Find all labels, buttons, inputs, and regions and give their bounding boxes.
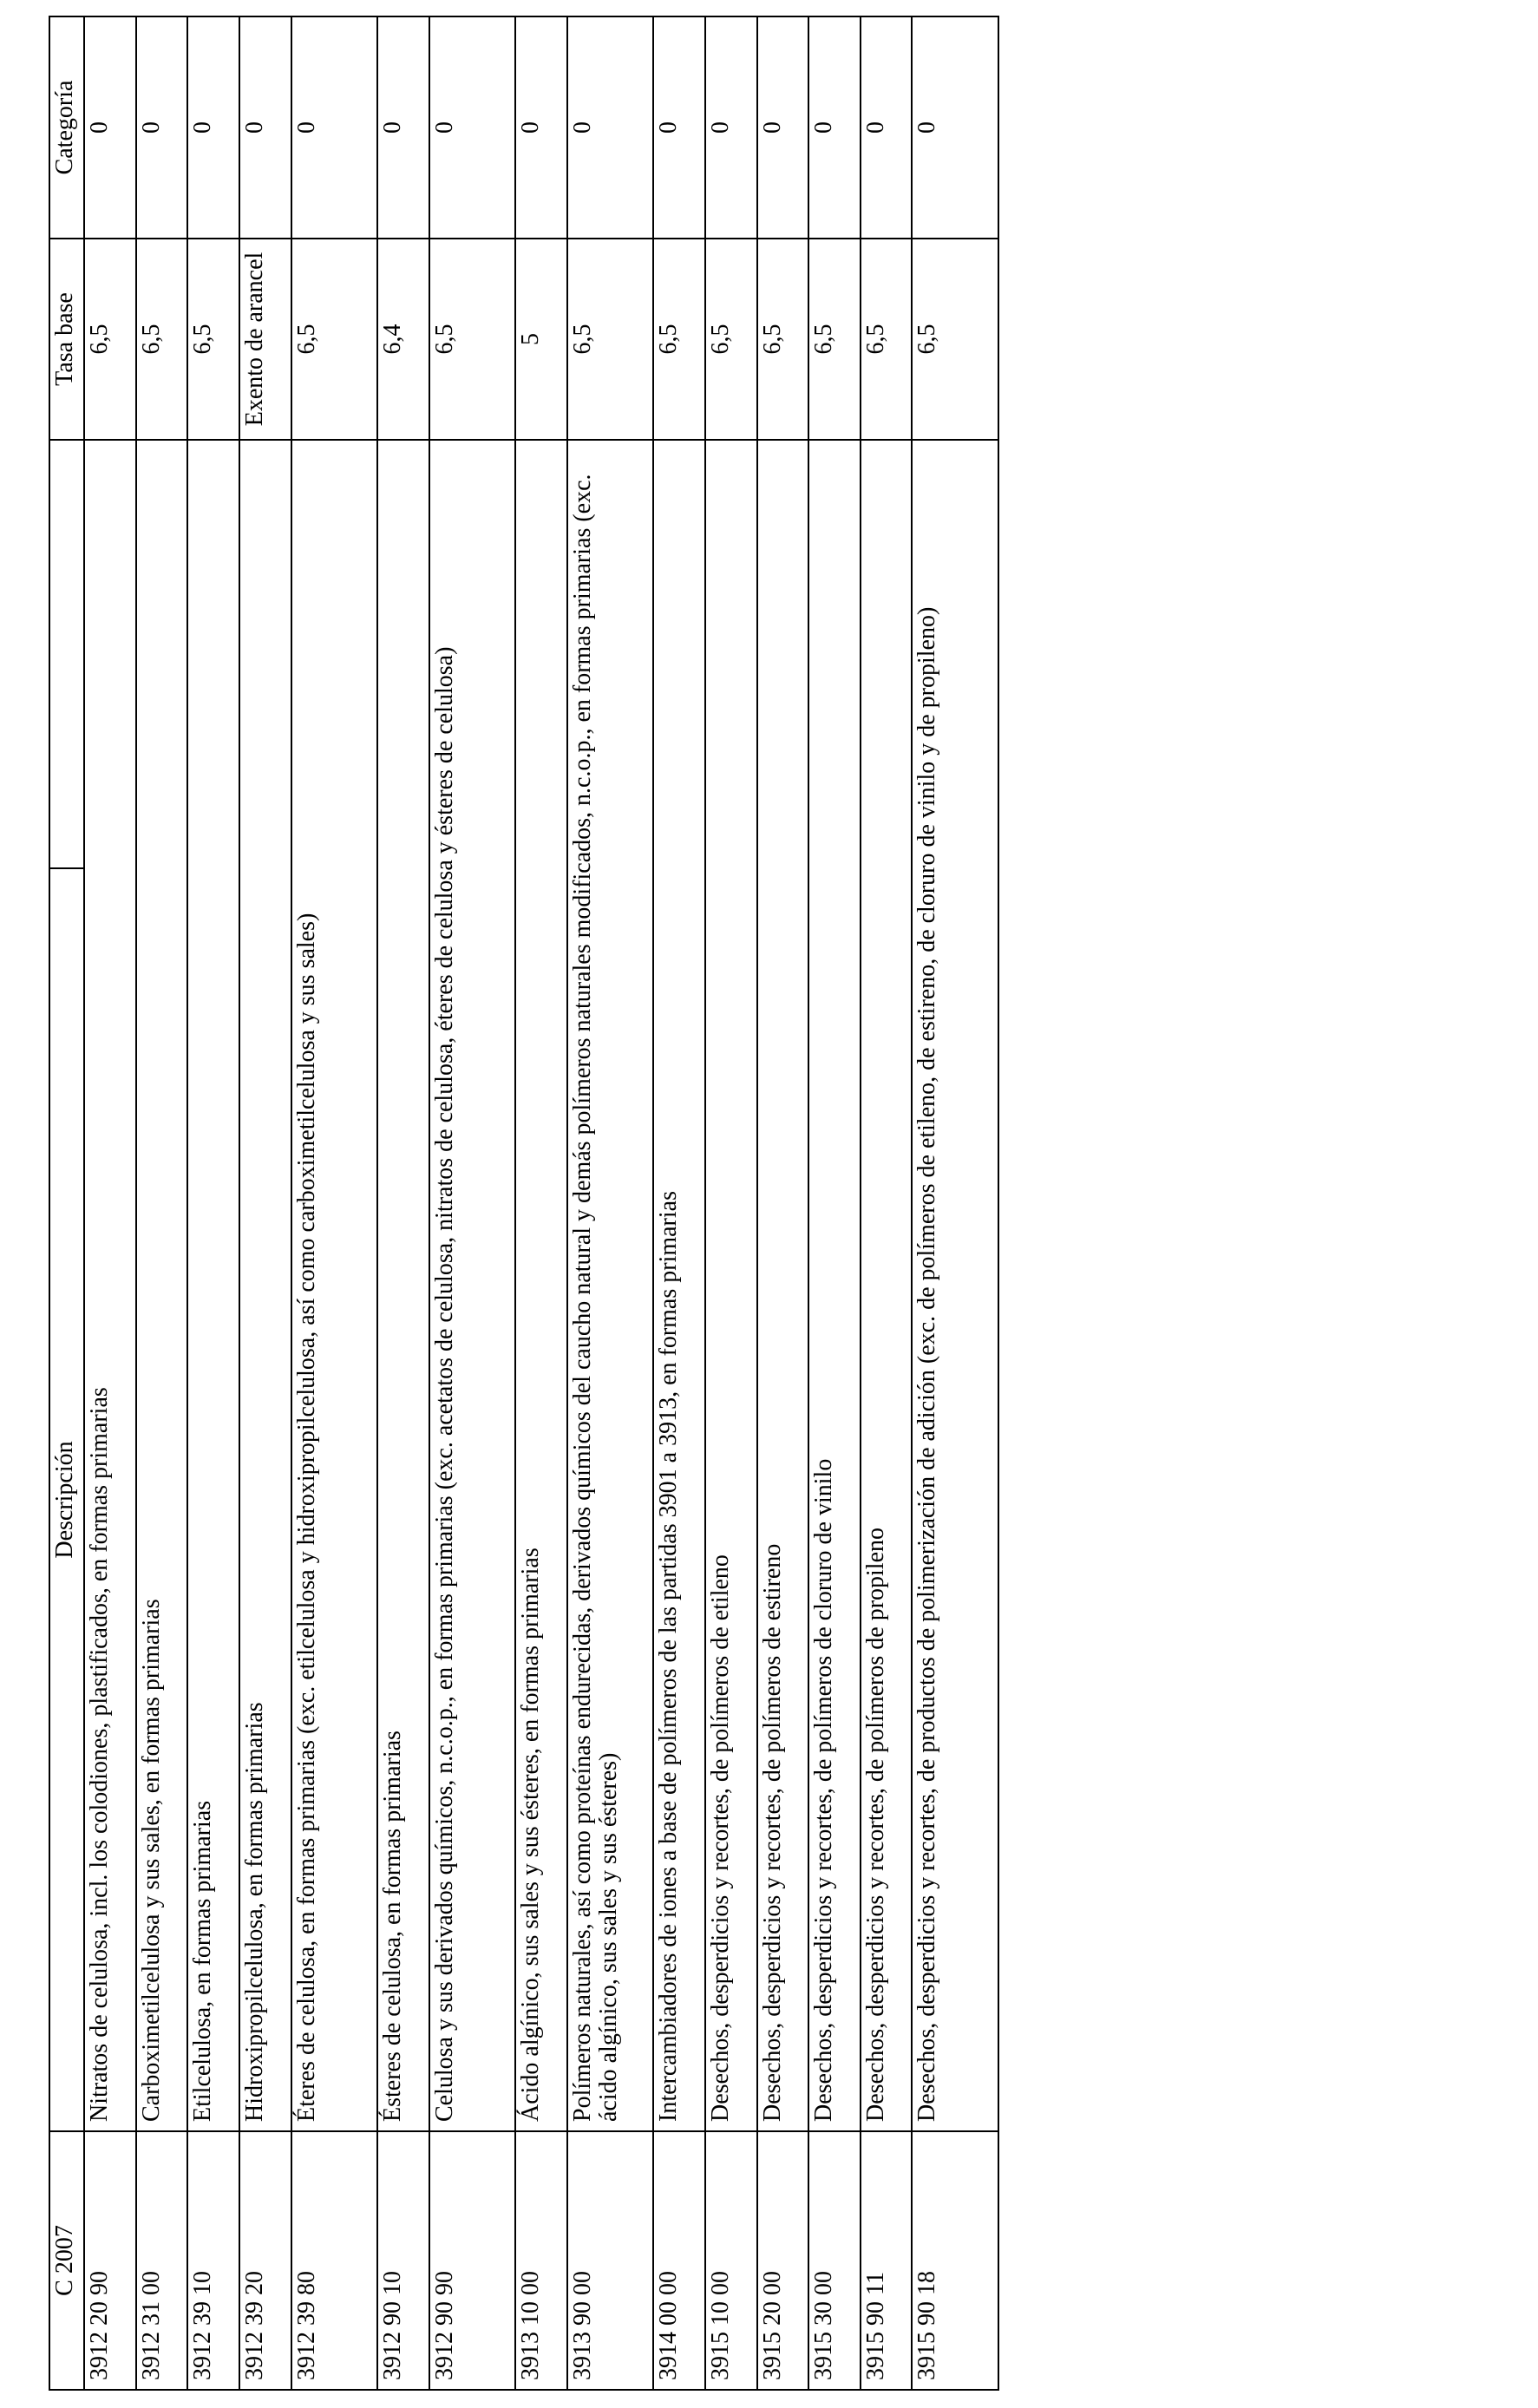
cell-description: Celulosa y sus derivados químicos, n.c.o.p., en formas primarias (exc. acetatos de celulosa, nitratos de celulosa, éteres de celulosa y ésteres de celulosa) bbox=[429, 440, 515, 2131]
cell-category: 0 bbox=[653, 16, 705, 239]
table-row bbox=[84, 16, 136, 2390]
cell-category: 0 bbox=[515, 16, 567, 239]
cell-code: 3912 90 90 bbox=[429, 2131, 515, 2390]
header-blank bbox=[49, 440, 84, 868]
cell-category: 0 bbox=[567, 16, 653, 239]
cell-category: 0 bbox=[291, 16, 377, 239]
cell-category: 0 bbox=[239, 16, 291, 239]
cell-description: Desechos, desperdicios y recortes, de polímeros de cloruro de vinilo bbox=[808, 440, 861, 2131]
table-row bbox=[653, 16, 705, 2390]
cell-code: 3912 39 10 bbox=[187, 2131, 239, 2390]
cell-base-rate: Exento de arancel bbox=[239, 239, 291, 440]
cell-base-rate: 6,5 bbox=[757, 239, 809, 440]
cell-code: 3913 10 00 bbox=[515, 2131, 567, 2390]
table-row bbox=[808, 16, 861, 2390]
header-category: Categoría bbox=[49, 16, 84, 239]
cell-category: 0 bbox=[861, 16, 913, 239]
cell-code: 3915 90 11 bbox=[861, 2131, 913, 2390]
table-row bbox=[377, 16, 429, 2390]
cell-category: 0 bbox=[187, 16, 239, 239]
table-header-row bbox=[49, 16, 84, 2390]
cell-category: 0 bbox=[377, 16, 429, 239]
cell-category: 0 bbox=[808, 16, 861, 239]
cell-base-rate: 6,5 bbox=[429, 239, 515, 440]
cell-base-rate: 6,5 bbox=[912, 239, 998, 440]
table-row bbox=[912, 16, 998, 2390]
cell-base-rate: 6,4 bbox=[377, 239, 429, 440]
table-row bbox=[239, 16, 291, 2390]
cell-description: Desechos, desperdicios y recortes, de productos de polimerización de adición (exc. de polímeros de etileno, de estireno, de cloruro de vinilo y de propileno) bbox=[912, 440, 998, 2131]
cell-description: Carboximetilcelulosa y sus sales, en formas primarias bbox=[136, 440, 188, 2131]
cell-base-rate: 6,5 bbox=[187, 239, 239, 440]
table-row bbox=[705, 16, 757, 2390]
cell-code: 3915 90 18 bbox=[912, 2131, 998, 2390]
cell-category: 0 bbox=[84, 16, 136, 239]
cell-base-rate: 6,5 bbox=[84, 239, 136, 440]
cell-category: 0 bbox=[757, 16, 809, 239]
cell-description: Desechos, desperdicios y recortes, de polímeros de propileno bbox=[861, 440, 913, 2131]
cell-base-rate: 6,5 bbox=[136, 239, 188, 440]
cell-category: 0 bbox=[136, 16, 188, 239]
cell-description: Etilcelulosa, en formas primarias bbox=[187, 440, 239, 2131]
cell-base-rate: 5 bbox=[515, 239, 567, 440]
cell-base-rate: 6,5 bbox=[808, 239, 861, 440]
table-row bbox=[187, 16, 239, 2390]
cell-description: Ésteres de celulosa, en formas primarias bbox=[377, 440, 429, 2131]
table-row bbox=[429, 16, 515, 2390]
cell-description: Polímeros naturales, así como proteínas endurecidas, derivados químicos del caucho natural y demás polímeros naturales modificados, n.c.o.p., en formas primarias (exc. ácido algínico, sus sales y sus ésteres) bbox=[567, 440, 653, 2131]
cell-code: 3912 39 20 bbox=[239, 2131, 291, 2390]
cell-code: 3915 30 00 bbox=[808, 2131, 861, 2390]
table-row bbox=[567, 16, 653, 2390]
cell-description: Hidroxipropilcelulosa, en formas primarias bbox=[239, 440, 291, 2131]
cell-base-rate: 6,5 bbox=[567, 239, 653, 440]
cell-code: 3913 90 00 bbox=[567, 2131, 653, 2390]
cell-description: Intercambiadores de iones a base de polímeros de las partidas 3901 a 3913, en formas primarias bbox=[653, 440, 705, 2131]
header-code: C 2007 bbox=[49, 2131, 84, 2390]
header-description: Descripción bbox=[49, 868, 84, 2131]
cell-description: Éteres de celulosa, en formas primarias (exc. etilcelulosa y hidroxipropilcelulosa, así como carboximetilcelulosa y sus sales) bbox=[291, 440, 377, 2131]
cell-base-rate: 6,5 bbox=[861, 239, 913, 440]
cell-base-rate: 6,5 bbox=[705, 239, 757, 440]
cell-description: Desechos, desperdicios y recortes, de polímeros de etileno bbox=[705, 440, 757, 2131]
table-row bbox=[515, 16, 567, 2390]
table-row bbox=[291, 16, 377, 2390]
rotated-table-wrapper bbox=[49, 17, 999, 2391]
table-row bbox=[861, 16, 913, 2390]
cell-base-rate: 6,5 bbox=[653, 239, 705, 440]
cell-code: 3912 90 10 bbox=[377, 2131, 429, 2390]
tariff-table bbox=[49, 16, 999, 2391]
cell-base-rate: 6,5 bbox=[291, 239, 377, 440]
cell-code: 3914 00 00 bbox=[653, 2131, 705, 2390]
cell-code: 3912 31 00 bbox=[136, 2131, 188, 2390]
cell-code: 3915 20 00 bbox=[757, 2131, 809, 2390]
cell-description: Desechos, desperdicios y recortes, de polímeros de estireno bbox=[757, 440, 809, 2131]
cell-category: 0 bbox=[705, 16, 757, 239]
table-row bbox=[136, 16, 188, 2390]
cell-code: 3912 20 90 bbox=[84, 2131, 136, 2390]
cell-code: 3915 10 00 bbox=[705, 2131, 757, 2390]
cell-category: 0 bbox=[429, 16, 515, 239]
table-row bbox=[757, 16, 809, 2390]
cell-description: Ácido algínico, sus sales y sus ésteres, en formas primarias bbox=[515, 440, 567, 2131]
cell-description: Nitratos de celulosa, incl. los colodiones, plastificados, en formas primarias bbox=[84, 440, 136, 2131]
cell-category: 0 bbox=[912, 16, 998, 239]
header-base-rate: Tasa base bbox=[49, 239, 84, 440]
cell-code: 3912 39 80 bbox=[291, 2131, 377, 2390]
